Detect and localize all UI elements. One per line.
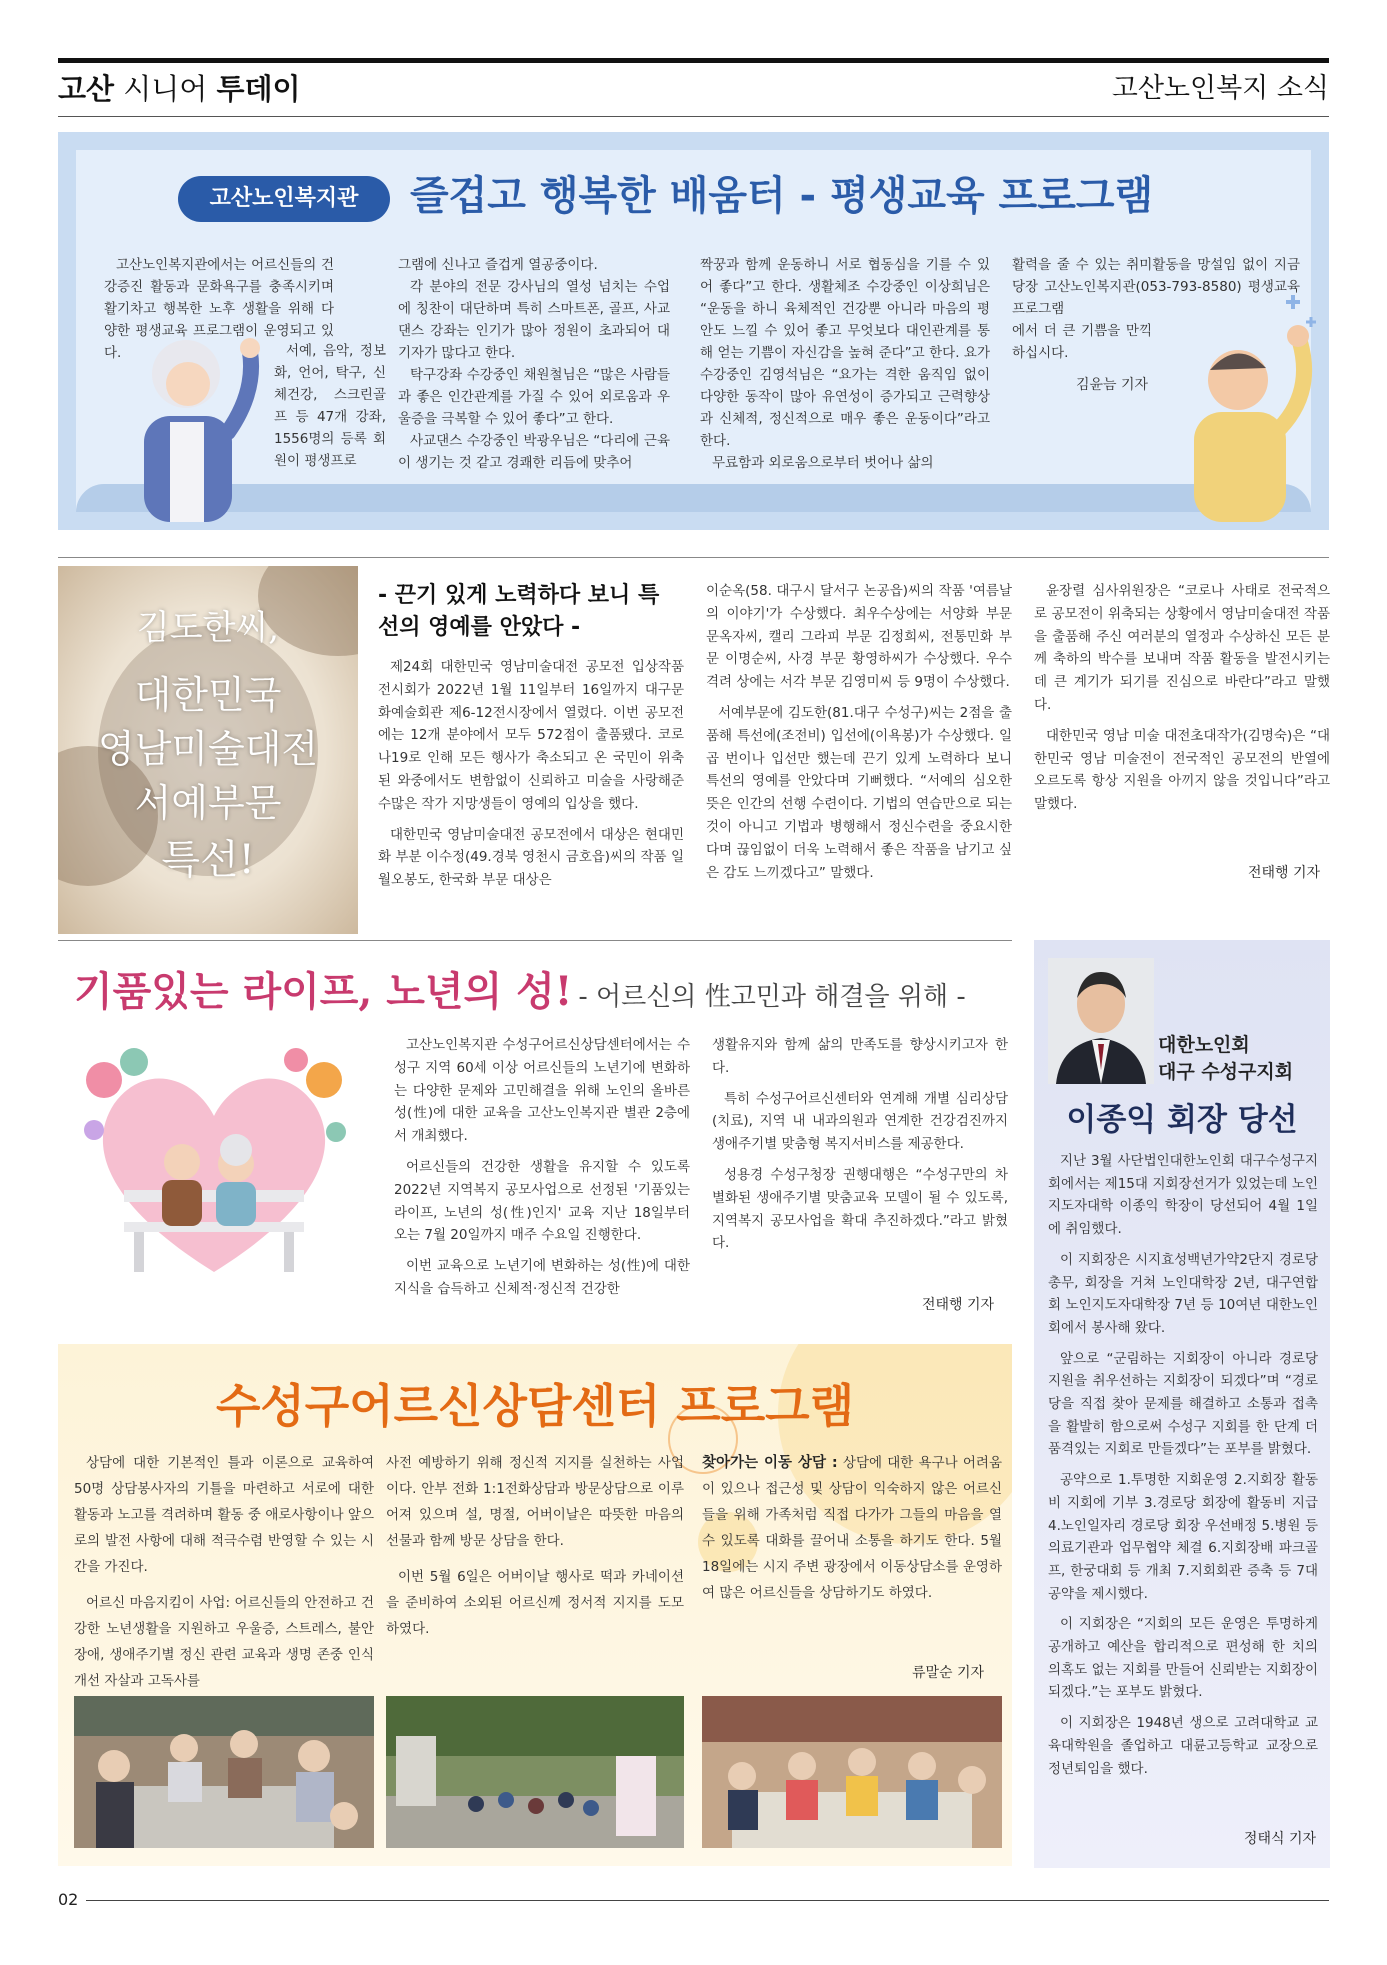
page-number: 02: [58, 1890, 79, 1909]
counseling-photo-1: [74, 1696, 374, 1848]
elderly-couple-heart-illustration: [74, 1040, 354, 1290]
article2-col2: [706, 580, 1012, 892]
article3-p1: 고산노인복지관 수성구어르신상담센터에서는 수성구 지역 60세 이상 어르신들의 노년기에 변화하는 다양한 문제와 고민해결을 위해 노인의 올바른 성(性)에 대한 교육을 고산노인복지관 별관 2층에서 개최했다.: [394, 1037, 690, 1145]
masthead: [58, 72, 301, 106]
masthead-bold-1: 고산: [58, 72, 115, 106]
article-title: 즐겁고 행복한 배움터 - 평생교육 프로그램: [410, 173, 1154, 219]
header-top-rule: [58, 58, 1329, 63]
article4-title: 수성구어르신상담센터 프로그램: [215, 1379, 855, 1433]
article1-col1-text: 고산노인복지관에서는 어르신들의 건강증진 활동과 문화욕구를 충족시키며 활기차고 행복한 노후 생활을 위해 다양한 평생교육 프로그램이 운영되고 있다.: [104, 257, 334, 361]
header-bottom-rule: [58, 116, 1329, 117]
article2-headline: - 끈기 있게 노력하다 보니 특선의 영예를 안았다 -: [378, 583, 660, 640]
section-divider: [58, 940, 1012, 941]
article1-col2-p3: 탁구강좌 수강중인 채원철님은 “많은 사람들과 좋은 인간관계를 가질 수 있어 외로움과 우울증을 극복할 수 있어 좋다”고 한다.: [398, 367, 670, 427]
article1-byline: 김윤늠 기자: [1076, 377, 1149, 393]
org-line-2: 대구 수성구지회: [1158, 1061, 1294, 1083]
article1-col3: [700, 254, 990, 474]
article1-col1b-text: 서예, 음악, 정보화, 언어, 탁구, 신체건강, 스크린골프 등 47개 강좌, 1556명의 등록 회원이 평생프로: [274, 343, 386, 469]
article3-col1: [394, 1034, 690, 1309]
article1-col2-p2: 각 분야의 전문 강사님의 열성 넘치는 수업에 칭찬이 대단하며 특히 스마트폰, 골프, 사교댄스 강좌는 인기가 많아 정원이 초과되어 대기자가 많다고 한다.: [398, 279, 670, 361]
sidebar-p5: 이 지회장은 “지회의 모든 운영은 투명하게 공개하고 예산을 합리적으로 편성해 한 치의 의혹도 없는 지회를 만들어 신뢰받는 지회장이 되겠다.”는 포부도 밝혔다.: [1048, 1616, 1318, 1701]
article2-col1: [378, 656, 684, 900]
article2-p5: 윤장렬 심사위원장은 “코로나 사태로 전국적으로 공모전이 위축되는 상황에서 영남미술대전 작품을 출품해 주신 여러분의 열정과 수상하신 모든 분께 축하의 박수를 보내며 작품 활동을 발전시키는데 큰 계기가 되기를 진심으로 바란다”라고 말했다.: [1034, 583, 1330, 713]
article1-col2: [398, 254, 670, 474]
article2-p4: 서예부문에 김도한(81.대구 수성구)씨는 2점을 출품해 특선에(조전비) 입선에(이욕봉)가 수상했다. 일곱 번이나 입선만 했는데 끈기 있게 노력하다 보니 특선의 영예를 안았다며 기뻐했다. “서예의 심오한 뜻은 인간의 선행 수련이다. 기법의 연습만으로 되는 것이 아니고 기법과 병행해서 정신수련을 중요시한다며 끊임없이 더욱 노력해서 좋은 작품을 남기고 싶은 감도 느끼겠다고” 말했다.: [706, 704, 1012, 881]
article4-p3: 사전 예방하기 위해 정신적 지지를 실천하는 사업이다. 안부 전화 1:1전화상담과 방문상담으로 이루어져 있으며 설, 명절, 어버이날은 따뜻한 마음의 선물과 함께 방문 상담을 한다.: [386, 1455, 684, 1549]
article1-col2-p1: 그램에 신나고 즐겁게 열공중이다.: [398, 257, 598, 273]
calligraphy-award-image: [58, 566, 358, 934]
section-title: 고산노인복지 소식: [1111, 73, 1329, 104]
article2-p3: 이순옥(58. 대구시 달서구 논공읍)씨의 작품 '여름날의 이야기'가 수상했다. 최우수상에는 서양화 부문 문옥자씨, 캘리 그라피 부문 김정희씨, 전통민화 부문 이명순씨, 사경 부문 황영하씨가 수상했다. 우수격려 상에는 서각 부문 김영미씨 등 9명이 수상했다.: [706, 583, 1012, 691]
article4-p5: 상담에 대한 욕구나 어려움이 있으나 접근성 및 상담이 익숙하지 않은 어르신들을 위해 가족처럼 직접 다가가 그들의 마음을 열 수 있도록 대화를 끌어내 소통을 하기도 한다. 5월 18일에는 시지 주변 광장에서 이동상담소를 운영하여 많은 어르신들을 상담하기도 하였다.: [702, 1455, 1002, 1601]
counseling-photo-2: [386, 1696, 684, 1848]
masthead-regular: 시니어: [114, 72, 217, 106]
chairman-portrait: [1048, 958, 1154, 1084]
article4-col3: [702, 1450, 1002, 1616]
masthead-bold-2: 투데이: [216, 72, 301, 106]
article1-col1b: [274, 340, 386, 472]
counseling-photo-3: [702, 1696, 1002, 1848]
sidebar-body: [1048, 1150, 1318, 1788]
image-text-line3: 영남미술대전: [97, 727, 319, 771]
mobile-counseling-label: 찾아가는 이동 상담 :: [702, 1455, 838, 1471]
article3-title: 기품있는 라이프, 노년의 성!: [74, 968, 573, 1015]
footer-rule: [86, 1900, 1329, 1901]
article1-col4-p2: 에서 더 큰 기쁨을 만끽하십시다.: [1012, 323, 1152, 361]
article1-col4: [1012, 254, 1300, 320]
article2-p6: 대한민국 영남 미술 대전초대작가(김명숙)은 “대한민국 영남 미술전이 전국적인 공모전의 반열에 오르도록 항상 지원을 아끼지 않을 것입니다”라고 말했다.: [1034, 727, 1330, 813]
organization-name: [1158, 1032, 1293, 1086]
article3-p4: 생활유지와 함께 삶의 만족도를 향상시키고자 한다.: [712, 1037, 1008, 1076]
section-divider: [58, 557, 1329, 558]
article1-col3-p1: 짝꿍과 함께 운동하니 서로 협동심을 기를 수 있어 좋다”고 한다. 생활체조 수강중인 이상희님은 “운동을 하니 육체적인 건강뿐 아니라 마음의 평안도 느낄 수 있어 좋고 무엇보다 대인관계를 통해 얻는 기쁨이 자신감을 높혀 준다”고 한다. 요가 수강중인 김영석님은 “요가는 격한 움직임 없이 다양한 동작이 많아 유연성이 증가되고 근력향상과 신체적, 정신적으로 매우 좋은 운동이다”라고 한다.: [700, 257, 990, 449]
org-line-1: 대한노인회: [1158, 1034, 1250, 1056]
image-text-line2: 대한민국: [134, 673, 282, 717]
sidebar-p4: 공약으로 1.투명한 지회운영 2.지회장 활동비 지회에 기부 3.경로당 회장에 활동비 지급 4.노인일자리 경로당 회장 우선배정 5.병원 등 의료기관과 업무협약 체결 6.지회장배 파크골프, 한궁대회 등 개최 7.지회회관 증축 등 7대 공약을 제시했다.: [1048, 1472, 1318, 1602]
outdoor-event-photo: [386, 1696, 684, 1848]
article3-p3: 이번 교육으로 노년기에 변화하는 성(性)에 대한 지식을 습득하고 신체적·정신적 건강한: [394, 1258, 690, 1297]
image-text-line4: 서예부문: [134, 781, 282, 825]
article4-col2: [386, 1450, 684, 1652]
sidebar-p6: 이 지회장은 1948년 생으로 고려대학교 교육대학원을 졸업하고 대륜고등학교 교장으로 정년퇴임을 했다.: [1048, 1715, 1318, 1777]
article4-p1: 상담에 대한 기본적인 틀과 이론으로 교육하여 50명 상담봉사자의 기틀을 마련하고 서로에 대한 활동과 노고를 격려하며 활동 중 애로사항이나 앞으로의 발전 사항에 대해 적극수렴 반영할 수 있는 시간을 가진다.: [74, 1455, 374, 1575]
article2-p1: 제24회 대한민국 영남미술대전 공모전 입상작품전시회가 2022년 1월 11일부터 16일까지 대구문화예술회관 제6-12전시장에서 열렸다. 이번 공모전에는 12개 분야에서 모두 572점이 출품됐다. 코로나19로 인해 모든 행사가 축소되고 온 국민이 위축된 와중에서도 변함없이 신뢰하고 미술을 사랑해준 수많은 작가 지망생들이 영예의 입상을 했다.: [378, 659, 684, 812]
mobile-counseling-photo: [702, 1696, 1002, 1848]
craft-session-photo: [74, 1696, 374, 1848]
article3-subtitle: - 어르신의 性고민과 해결을 위해 -: [578, 982, 966, 1012]
article3-heading: [74, 960, 966, 1017]
article1-col2-p4: 사교댄스 수강중인 박광우님은 “다리에 근육이 생기는 것 같고 경쾌한 리듬에 맞추어: [398, 433, 670, 471]
counseling-center-article: [58, 1344, 1012, 1866]
article1-col3-p2: 무료함과 외로움으로부터 벗어나 삶의: [712, 455, 934, 471]
article2-byline: 전태행 기자: [1248, 865, 1321, 881]
image-text-name: 김도한씨,: [136, 608, 280, 648]
article2-col3: [1034, 580, 1330, 824]
article1-col4-p1: 활력을 줄 수 있는 취미활동을 망설임 없이 지금 당장 고산노인복지관(053-793-8580) 평생교육 프로그램: [1012, 257, 1300, 317]
sidebar-byline: 정태식 기자: [1243, 1831, 1316, 1847]
image-text-line5: 특선!: [161, 837, 255, 883]
article4-p2: 어르신 마음지킴이 사업: 어르신들의 안전하고 건강한 노년생활을 지원하고 우울증, 스트레스, 불안장애, 생애주기별 정신 관련 교육과 생명 존중 인식개선 자살과 고독사를: [74, 1595, 374, 1689]
article3-p6: 성용경 수성구청장 권행대행은 “수성구만의 차별화된 생애주기별 맞춤교육 모델이 될 수 있도록, 지역복지 공모사업을 확대 추진하겠다.”라고 밝혔다.: [712, 1166, 1008, 1252]
article1-text-layer: [58, 132, 1329, 530]
sidebar-p3: 앞으로 “군림하는 지회장이 아니라 경로당 지원을 취우선하는 지회장이 되겠다”며 “경로당을 직접 찾아 문제를 해결하고 소통과 접촉을 활발히 함으로써 수성구 지회를 한 단계 더 품격있는 지회로 만들겠다”는 포부를 밝혔다.: [1048, 1350, 1318, 1458]
article2-p2: 대한민국 영남미술대전 공모전에서 대상은 현대민화 부분 이수정(49.경북 영천시 금호읍)씨의 작품 일월오봉도, 한국화 부문 대상은: [378, 826, 684, 889]
sidebar-p2: 이 지회장은 시지효성백년가약2단지 경로당 총무, 회장을 거쳐 노인대학장 2년, 대구연합회 노인지도자대학장 7년 등 10여년 대한노인회에서 봉사해 왔다.: [1048, 1251, 1318, 1336]
article4-byline: 류말순 기자: [912, 1665, 985, 1681]
article3-col2: [712, 1034, 1008, 1263]
portrait-image: [1048, 958, 1154, 1084]
organization-tag: 고산노인복지관: [178, 176, 390, 222]
sidebar-p1: 지난 3월 사단법인대한노인회 대구수성구지회에서는 제15대 지회장선거가 있었는데 노인지도자대학 이종익 학장이 당선되어 4월 1일에 취임했다.: [1048, 1153, 1318, 1238]
article3-p5: 특히 수성구어르신센터와 연계해 개별 심리상담(치료), 지역 내 내과의원과 연계한 건강검진까지 생애주기별 맞춤형 복지서비스를 제공한다.: [712, 1090, 1008, 1153]
election-sidebar: [1034, 940, 1330, 1868]
article3-p2: 어르신들의 건강한 생활을 유지할 수 있도록 2022년 지역복지 공모사업으로 선정된 '기품있는 라이프, 노년의 성(性)인지' 교육 지난 18일부터 오는 7월 20일까지 매주 수요일 진행한다.: [394, 1158, 690, 1244]
sidebar-title: 이종익 회장 당선: [1066, 1102, 1298, 1138]
article4-col1: [74, 1450, 374, 1704]
article1-col4b: [1012, 320, 1152, 364]
article4-p4: 이번 5월 6일은 어버이날 행사로 떡과 카네이션을 준비하여 소외된 어르신께 정서적 지지를 도모하였다.: [386, 1569, 684, 1637]
article3-byline: 전태행 기자: [922, 1297, 995, 1313]
